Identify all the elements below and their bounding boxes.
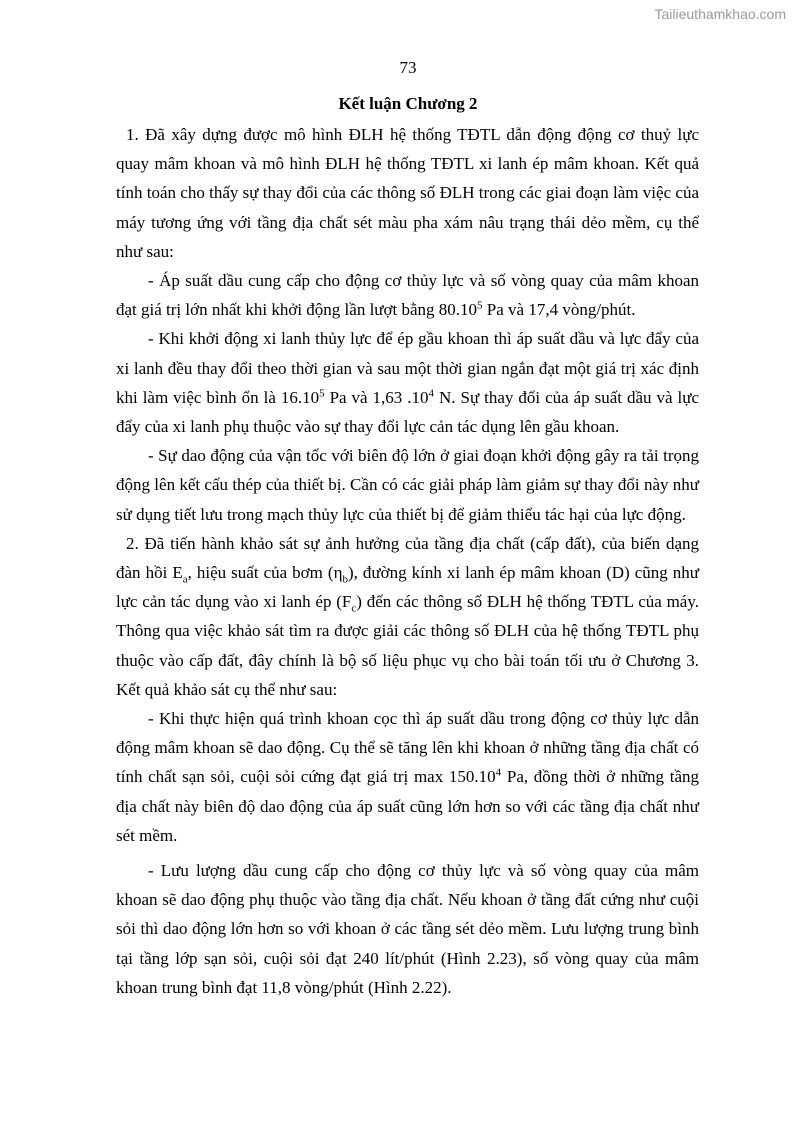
bullet-item-cylinder-pressure [116,324,699,441]
numbered-item-1 [116,120,699,266]
bullet-text: N. Sự thay đổi của áp suất dầu và lực đẩy của xi lanh phụ thuộc vào sự thay đổi lực cản tác dụng lên gầu khoan. [116,387,700,437]
subscript: a [182,573,188,586]
bullet-text: - Áp suất dầu cung cấp cho động cơ thủy lực và số vòng quay của mâm khoan đạt giá trị lớn nhất khi khởi động lần lượt bằng 80.10 [116,271,699,320]
bullet-item-drilling-pressure [116,704,699,850]
bullet-item-velocity-oscillation [116,441,699,529]
bullet-text: Pa và 17,4 vòng/phút. [482,300,636,320]
subscript: b [342,573,348,586]
watermark: Tailieuthamkhao.com [654,6,786,22]
superscript: 5 [477,299,483,312]
item-text: ), đường kính xi lanh ép mâm khoan (D) cũng như lực cản tác dụng vào xi lanh ép (F [116,563,699,612]
bullet-text: - Lưu lượng dầu cung cấp cho động cơ thủy lực và số vòng quay của mâm khoan sẽ dao động phụ thuộc vào tầng địa chất. Nếu khoan ở tầng đất cứng như cuội sỏi thì dao động lớn hơn so với khoan ở các tầng sét dẻo mềm. Lưu lượng trung bình tại tầng lớp sạn sỏi, cuội sỏi đạt 240 lít/phút (Hình 2.23), số vòng quay của mâm khoan trung bình đạt 11,8 vòng/phút (Hình 2.22). [116,861,699,997]
bullet-item-startup-pressure [116,266,699,324]
item-text: , hiệu suất của bơm (η [187,563,343,583]
superscript: 4 [428,387,435,400]
bullet-text: Pa, đồng thời ở những tầng địa chất này biên độ dao động của áp suất cũng lớn hơn so với các tầng địa chất như sét mềm. [116,767,699,845]
item-text: 1. Đã xây dựng được mô hình ĐLH hệ thống TĐTL dẫn động động cơ thuỷ lực quay mâm khoan và mô hình ĐLH hệ thống TĐTL xi lanh ép mâm khoan. Kết quả tính toán cho thấy sự thay đổi của các thông số ĐLH trong các giai đoạn làm việc của máy tương ứng với tầng địa chất sét màu pha xám nâu trạng thái dẻo mềm, cụ thể như sau: [116,125,699,261]
bullet-text: Pa và 1,63 .10 [324,387,429,407]
bullet-text: - Khi khởi động xi lanh thủy lực để ép gầu khoan thì áp suất dầu và lực đẩy của xi lanh đều thay đổi theo thời gian và sau một thời gian ngắn đạt một giá trị xác định khi làm việc bình ổn là 16.10 [116,329,699,407]
superscript: 5 [319,387,325,400]
item-text: 2. Đã tiến hành khảo sát sự ảnh hưởng của tầng địa chất (cấp đất), của biến dạng đàn hồi E [116,533,699,583]
bullet-text: - Khi thực hiện quá trình khoan cọc thì áp suất dầu trong động cơ thủy lực dẫn động mâm khoan sẽ dao động. Cụ thể sẽ tăng lên khi khoan ở những tầng địa chất có tính chất sạn sỏi, cuội sỏi cứng đạt giá trị max 150.10 [116,709,699,787]
chapter-conclusion-heading: Kết luận Chương 2 [338,94,478,113]
numbered-item-2 [116,529,699,704]
item-text: ) đến các thông số ĐLH hệ thống TĐTL của máy. Thông qua việc khảo sát tìm ra được giải các thông số ĐLH của hệ thống TĐTL phụ thuộc vào cấp đất, đây chính là bộ số liệu phục vụ cho bài toán tối ưu ở Chương 3. Kết quả khảo sát cụ thể như sau: [116,592,699,699]
superscript: 4 [495,766,502,779]
subscript: c [351,602,357,615]
document-body [116,120,699,1002]
bullet-item-flow-rate [116,856,699,1002]
page-number: 73 [399,58,417,77]
bullet-text: - Sự dao động của vận tốc với biên độ lớn ở giai đoạn khởi động gây ra tải trọng động lên kết cấu thép của thiết bị. Cần có các giải pháp làm giảm sự thay đổi này như sử dụng tiết lưu trong mạch thủy lực của thiết bị để giảm thiểu tác hại của lực động. [116,446,699,524]
